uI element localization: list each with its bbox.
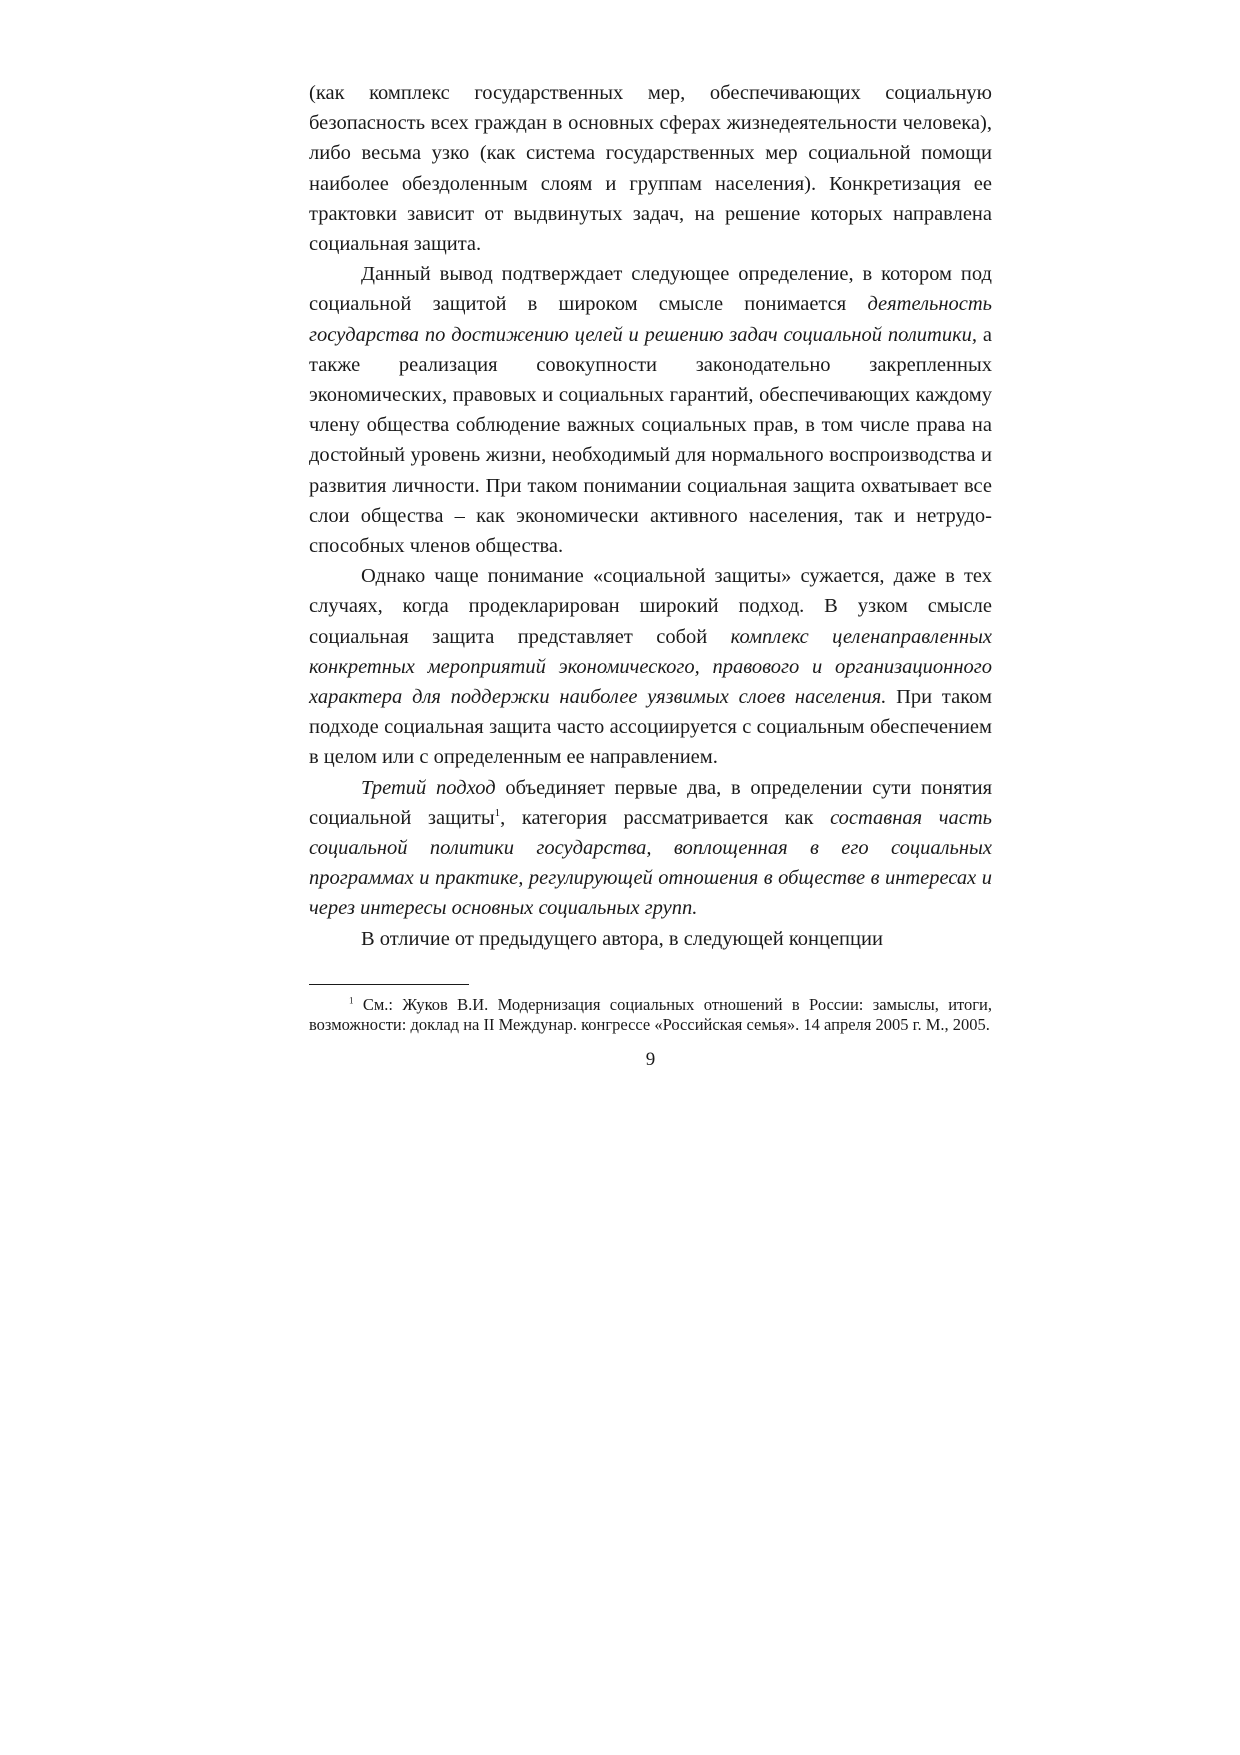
italic-text: деятельность государства по достижению целей и решению задач социальной политики, [309, 293, 992, 346]
italic-text: комплекс целенаправленных конкретных мероприятий экономического, правового и организационного характера для поддержки наиболее уязвимых слоев населения. [309, 625, 993, 709]
text-run: а также реализация совокупности законодательно закрепленных экономических, правовых и социальных гарантий, обеспечивающих каждому члену общества соблюдение важных социальных прав, в том числе права на достойный уровень жизни, необходимый для нормального воспроизводства и развития личности. При таком понимании социальная защита охватывает все слои общества – как экономически активного населения, так и нетрудо-способных членов общества. [309, 323, 992, 558]
text-run: (как комплекс государственных мер, обеспечивающих социальную безопасность всех граждан в основных сферах жизнедеятельности человека), либо весьма узко (как система государственных мер социальной помощи наиболее обездоленным слоям и группам населения). Конкретизация ее трактовки зависит от выдвинутых задач, на решение которых направлена социальная защита. [309, 82, 992, 256]
paragraph-3 [309, 561, 992, 772]
document-page [309, 78, 992, 1072]
paragraph-1 [309, 78, 992, 259]
text-run: При таком подходе социальная защита часто ассоциируется с социальным обеспечением в целом или с определенным ее направлением. [309, 686, 992, 769]
text-run: , категория рассматривается как [500, 806, 831, 829]
text-run: В отличие от предыдущего автора, в следующей концепции [361, 927, 883, 950]
paragraph-2 [309, 259, 992, 561]
body-text [309, 78, 992, 954]
paragraph-4 [309, 773, 992, 924]
footnote-separator [309, 984, 469, 985]
text-run: Данный вывод подтверждает следующее определение, в котором под социальной защитой в широком смысле понимается [309, 263, 992, 316]
footnote [309, 995, 992, 1036]
text-run: объединяет первые два, в определении сути понятия социальной защиты [309, 776, 992, 829]
italic-text: составная часть социальной политики государства, воплощенная в его социальных программах и практике, регулирующей отношения в обществе в интересах и через интересы основных социальных групп. [309, 806, 992, 920]
footnote-marker: 1 [349, 995, 354, 1006]
footnote-reference: 1 [494, 807, 501, 820]
text-run: Однако чаще понимание «социальной защиты» сужается, даже в тех случаях, когда продекларирован широкий подход. В узком смысле социальная защита представляет собой [309, 565, 992, 648]
footnote-text: См.: Жуков В.И. Модернизация социальных отношений в России: замыслы, итоги, возможности: доклад на II Междунар. конгрессе «Российская семья». 14 апреля 2005 г. М., 2005. [309, 994, 992, 1035]
paragraph-5 [309, 924, 992, 954]
page-number: 9 [645, 1048, 656, 1070]
italic-text: Третий подход [361, 776, 496, 799]
